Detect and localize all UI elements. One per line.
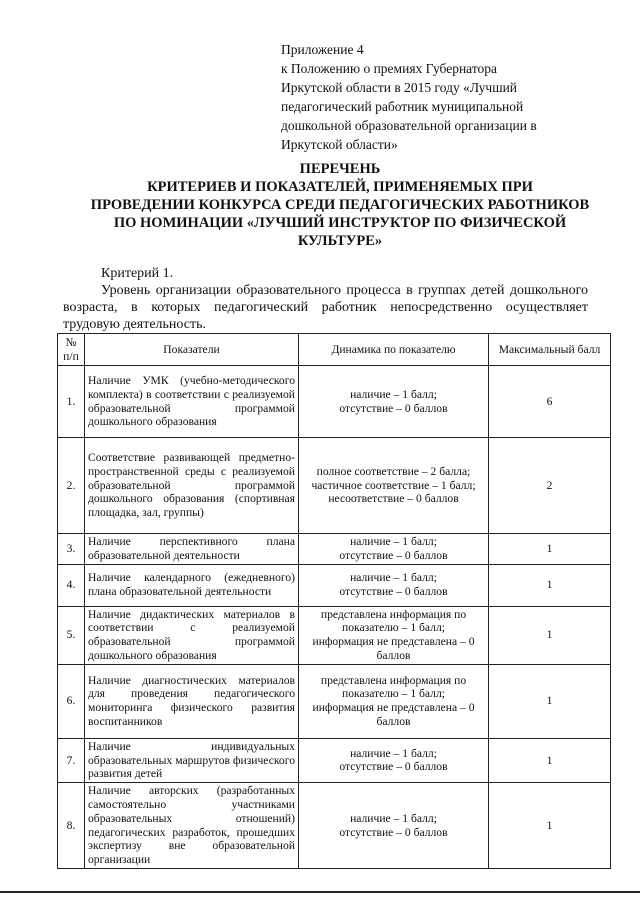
dynamics-line: частичное соответствие – 1 балл; (311, 478, 476, 492)
row-dynamics (299, 534, 489, 565)
criterion-label: Критерий 1. (101, 266, 174, 281)
table-row (58, 664, 611, 738)
dynamics-line: наличие – 1 балл; (350, 535, 437, 548)
row-dynamics (299, 366, 489, 438)
dynamics-line: наличие – 1 балл; (350, 571, 437, 585)
row-dynamics (299, 564, 489, 606)
appendix-line: дошкольной образовательной организации в (281, 118, 537, 133)
appendix-line: Приложение 4 (281, 42, 364, 57)
row-indicator: Соответствие развивающей предметно-пространственной среды с реализуемой образовательной программой дошкольного образования (спортивная площадка, зал, группы) (85, 438, 299, 534)
row-indicator: Наличие УМК (учебно-методического комплекта) в соответствии с реализуемой образовательной программой дошкольного образования (85, 366, 299, 438)
row-dynamics (299, 738, 489, 782)
table-row (58, 564, 611, 606)
header-num: № п/п (58, 334, 85, 366)
row-num: 2. (58, 438, 85, 534)
header-max: Максимальный балл (489, 334, 611, 366)
table-row (58, 606, 611, 664)
appendix-line: Иркутской области в 2015 году «Лучший (281, 80, 518, 95)
row-max-score: 1 (489, 783, 611, 869)
row-indicator: Наличие дидактических материалов в соответствии с реализуемой образовательной программой дошкольного образования (85, 606, 299, 664)
header-indicators: Показатели (85, 334, 299, 366)
header-dynamics: Динамика по показателю (299, 334, 489, 366)
row-max-score: 6 (489, 366, 611, 438)
row-max-score: 1 (489, 534, 611, 565)
title-line: ПЕРЕЧЕНЬ (299, 161, 381, 177)
dynamics-line: наличие – 1 балл; (350, 387, 437, 401)
table-row (58, 366, 611, 438)
dynamics-line: отсутствие – 0 баллов (339, 548, 448, 562)
dynamics-line: отсутствие – 0 баллов (339, 401, 448, 415)
row-dynamics (299, 664, 489, 738)
row-max-score: 2 (489, 438, 611, 534)
row-num: 6. (58, 664, 85, 738)
appendix-line: к Положению о премиях Губернатора (281, 61, 498, 76)
row-indicator: Наличие диагностических материалов для проведения педагогического мониторинга физического развития воспитанников (85, 664, 299, 738)
row-indicator: Наличие авторских (разработанных самостоятельно участниками образовательных отношений) педагогических разработок, прошедших экспертизу вне образовательной организации (85, 783, 299, 869)
dynamics-line: отсутствие – 0 баллов (339, 825, 448, 839)
appendix-line: педагогический работник муниципальной (281, 99, 524, 114)
dynamics-line: представлена информация по показателю – 1 балл; (320, 673, 467, 701)
title-line: КУЛЬТУРЕ» (297, 233, 383, 249)
row-dynamics (299, 438, 489, 534)
criterion-text: Уровень организации образовательного процесса в группах детей дошкольного возраста, в которых педагогический работник непосредственно осуществляет трудовую деятельность. (63, 283, 588, 332)
appendix-note (281, 40, 611, 154)
dynamics-line: отсутствие – 0 баллов (339, 760, 448, 774)
dynamics-line: наличие – 1 балл; (350, 746, 437, 760)
row-indicator: Наличие календарного (ежедневного) плана образовательной деятельности (85, 564, 299, 606)
dynamics-line: информация не представлена – 0 баллов (312, 635, 475, 662)
row-max-score: 1 (489, 664, 611, 738)
row-dynamics (299, 606, 489, 664)
row-max-score: 1 (489, 738, 611, 782)
dynamics-line: несоответствие – 0 баллов (328, 492, 459, 506)
table-header-row (58, 334, 611, 366)
dynamics-line: информация не представлена – 0 баллов (312, 701, 475, 729)
title-line: КРИТЕРИЕВ И ПОКАЗАТЕЛЕЙ, ПРИМЕНЯЕМЫХ ПРИ (147, 179, 533, 195)
row-num: 5. (58, 606, 85, 664)
table-row (58, 534, 611, 565)
title-line: ПО НОМИНАЦИИ «ЛУЧШИЙ ИНСТРУКТОР ПО ФИЗИЧЕСКОЙ (113, 215, 567, 231)
row-indicator: Наличие индивидуальных образовательных маршрутов физического развития детей (85, 738, 299, 782)
dynamics-line: отсутствие – 0 баллов (339, 585, 448, 599)
row-num: 3. (58, 534, 85, 565)
table-row (58, 738, 611, 782)
row-max-score: 1 (489, 606, 611, 664)
criteria-table (57, 333, 611, 869)
title-line: ПРОВЕДЕНИИ КОНКУРСА СРЕДИ ПЕДАГОГИЧЕСКИХ РАБОТНИКОВ (90, 197, 590, 213)
dynamics-line: полное соответствие – 2 балла; (316, 464, 471, 478)
dynamics-line: наличие – 1 балл; (350, 811, 437, 825)
table-row (58, 783, 611, 869)
row-max-score: 1 (489, 564, 611, 606)
row-num: 8. (58, 783, 85, 869)
row-indicator: Наличие перспективного плана образовательной деятельности (85, 534, 299, 565)
table-row (58, 438, 611, 534)
page-bottom-divider (0, 891, 640, 893)
row-num: 4. (58, 564, 85, 606)
appendix-line: Иркутской области» (281, 137, 398, 152)
row-num: 1. (58, 366, 85, 438)
dynamics-line: представлена информация по показателю – 1 балл; (320, 607, 467, 635)
row-num: 7. (58, 738, 85, 782)
row-dynamics (299, 783, 489, 869)
document-title (40, 160, 640, 250)
